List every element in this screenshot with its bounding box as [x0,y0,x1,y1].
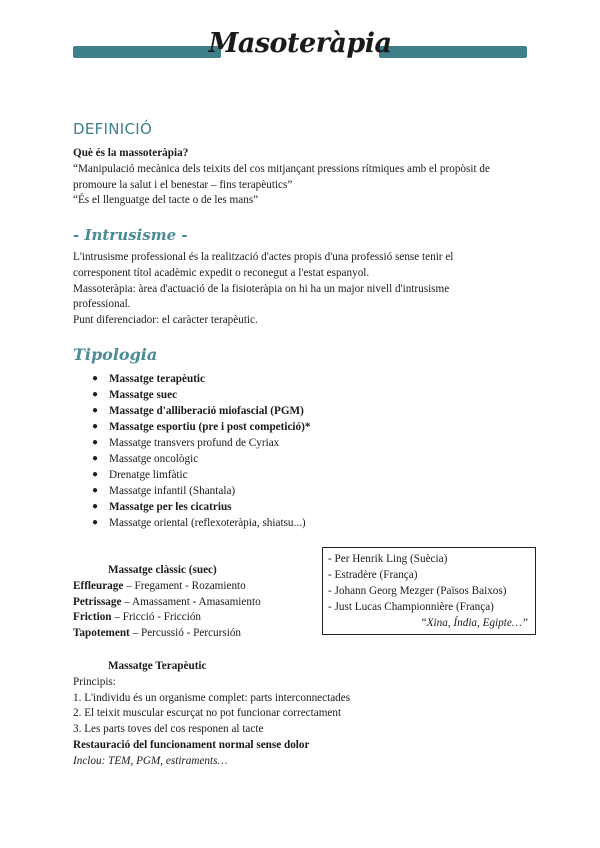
bullet-icon: ● [92,501,99,512]
intrusisme-section [73,250,533,329]
bullet-icon: ● [92,373,99,384]
definicio-line-3: “És el llenguatge del tacte o de les mans” [73,194,259,207]
intrusisme-line-4: professional. [73,298,131,311]
definicio-line-1: “Manipulació mecànica dels teixits del cos mitjançant pressions rítmiques amb el propòsit de [73,162,490,175]
tipologia-item-label: Massatge oncològic [109,453,199,465]
restauracio-line: Restauració del funcionament normal sense dolor [73,738,310,751]
classic-def: – Fricció - Fricción [111,611,202,624]
principis-label: Principis: [73,675,116,688]
tipologia-item [92,499,310,515]
tipologia-item [92,483,310,499]
tipologia-item-label: Massatge infantil (Shantala) [109,485,236,497]
principi-1: 1. L'individu és un organisme complet: parts interconnectades [73,691,351,704]
classic-def: – Amassament - Amasamiento [121,595,261,608]
principi-2: 2. El teixit muscular escurçat no pot funcionar correctament [73,707,342,720]
classic-term: Effleurage [73,579,124,592]
tipologia-list [92,371,310,531]
terapeutic-heading: Massatge Terapèutic [108,660,207,672]
classic-term: Petrissage [73,595,122,608]
tipologia-item-label: Massatge oriental (reflexoteràpia, shiatsu...) [109,517,306,529]
bullet-icon: ● [92,421,99,432]
page-title: Masoteràpia [208,28,392,59]
bullet-icon: ● [92,517,99,528]
tipologia-item [92,451,310,467]
tipologia-item-label: Massatge terapèutic [109,373,205,385]
bullet-icon: ● [92,389,99,400]
tipologia-item-label: Drenatge limfàtic [109,469,188,481]
tipologia-item [92,515,310,531]
box-quote: “Xina, Índia, Egipte…” [420,617,528,629]
tipologia-item [92,387,310,403]
inclou-line: Inclou: TEM, PGM, estiraments… [73,754,228,767]
box-line: - Just Lucas Championnière (França) [328,601,494,613]
classic-term: Friction [73,611,112,624]
box-line: - Estradère (França) [328,569,418,581]
tipologia-item-label: Massatge transvers profund de Cyriax [109,437,280,449]
bullet-icon: ● [92,469,99,480]
classic-term: Tapotement [73,627,130,640]
definicio-section [73,146,533,209]
principi-3: 3. Les parts toves del cos responen al tacte [73,723,264,736]
box-line: - Johann Georg Mezger (Països Baixos) [328,585,507,597]
bullet-icon: ● [92,453,99,464]
classic-heading: Massatge clàssic (suec) [108,564,217,576]
tipologia-item-label: Massatge suec [109,389,178,401]
intrusisme-line-5: Punt diferenciador: el caràcter terapèutic. [73,314,258,327]
tipologia-item [92,403,310,419]
definicio-line-2: promoure la salut i el benestar – fins terapèutics” [73,178,293,191]
bullet-icon: ● [92,437,99,448]
classic-def: – Fregament - Rozamiento [123,579,246,592]
tipologia-item [92,435,310,451]
classic-def: – Percussió - Percursión [129,627,242,640]
box-line: - Per Henrik Ling (Suècia) [328,553,448,565]
intrusisme-line-2: corresponent títol acadèmic expedit o reconegut a l'estat espanyol. [73,266,370,279]
terapeutic-section [73,659,533,770]
intrusisme-line-3: Massoteràpia: àrea d'actuació de la fisioteràpia on hi ha un major nivell d'intrusisme [73,282,450,295]
definicio-heading: DEFINICIÓ [73,120,153,138]
tipologia-item [92,371,310,387]
bullet-icon: ● [92,405,99,416]
tipologia-item [92,419,310,435]
tipologia-item [92,467,310,483]
tipologia-heading: Tipologia [73,345,158,364]
tipologia-item-label: Massatge esportiu (pre i post competició)* [109,421,311,433]
tipologia-item-label: Massatge per les cicatrius [109,501,232,513]
bullet-icon: ● [92,485,99,496]
intrusisme-line-1: L'intrusisme professional és la realització d'actes propis d'una professió sense tenir el [73,251,454,263]
definicio-question: Què és la massoteràpia? [73,147,189,159]
origins-box [322,547,536,635]
tipologia-item-label: Massatge d'alliberació miofascial (PGM) [109,405,304,417]
intrusisme-heading: - Intrusisme - [73,226,188,244]
